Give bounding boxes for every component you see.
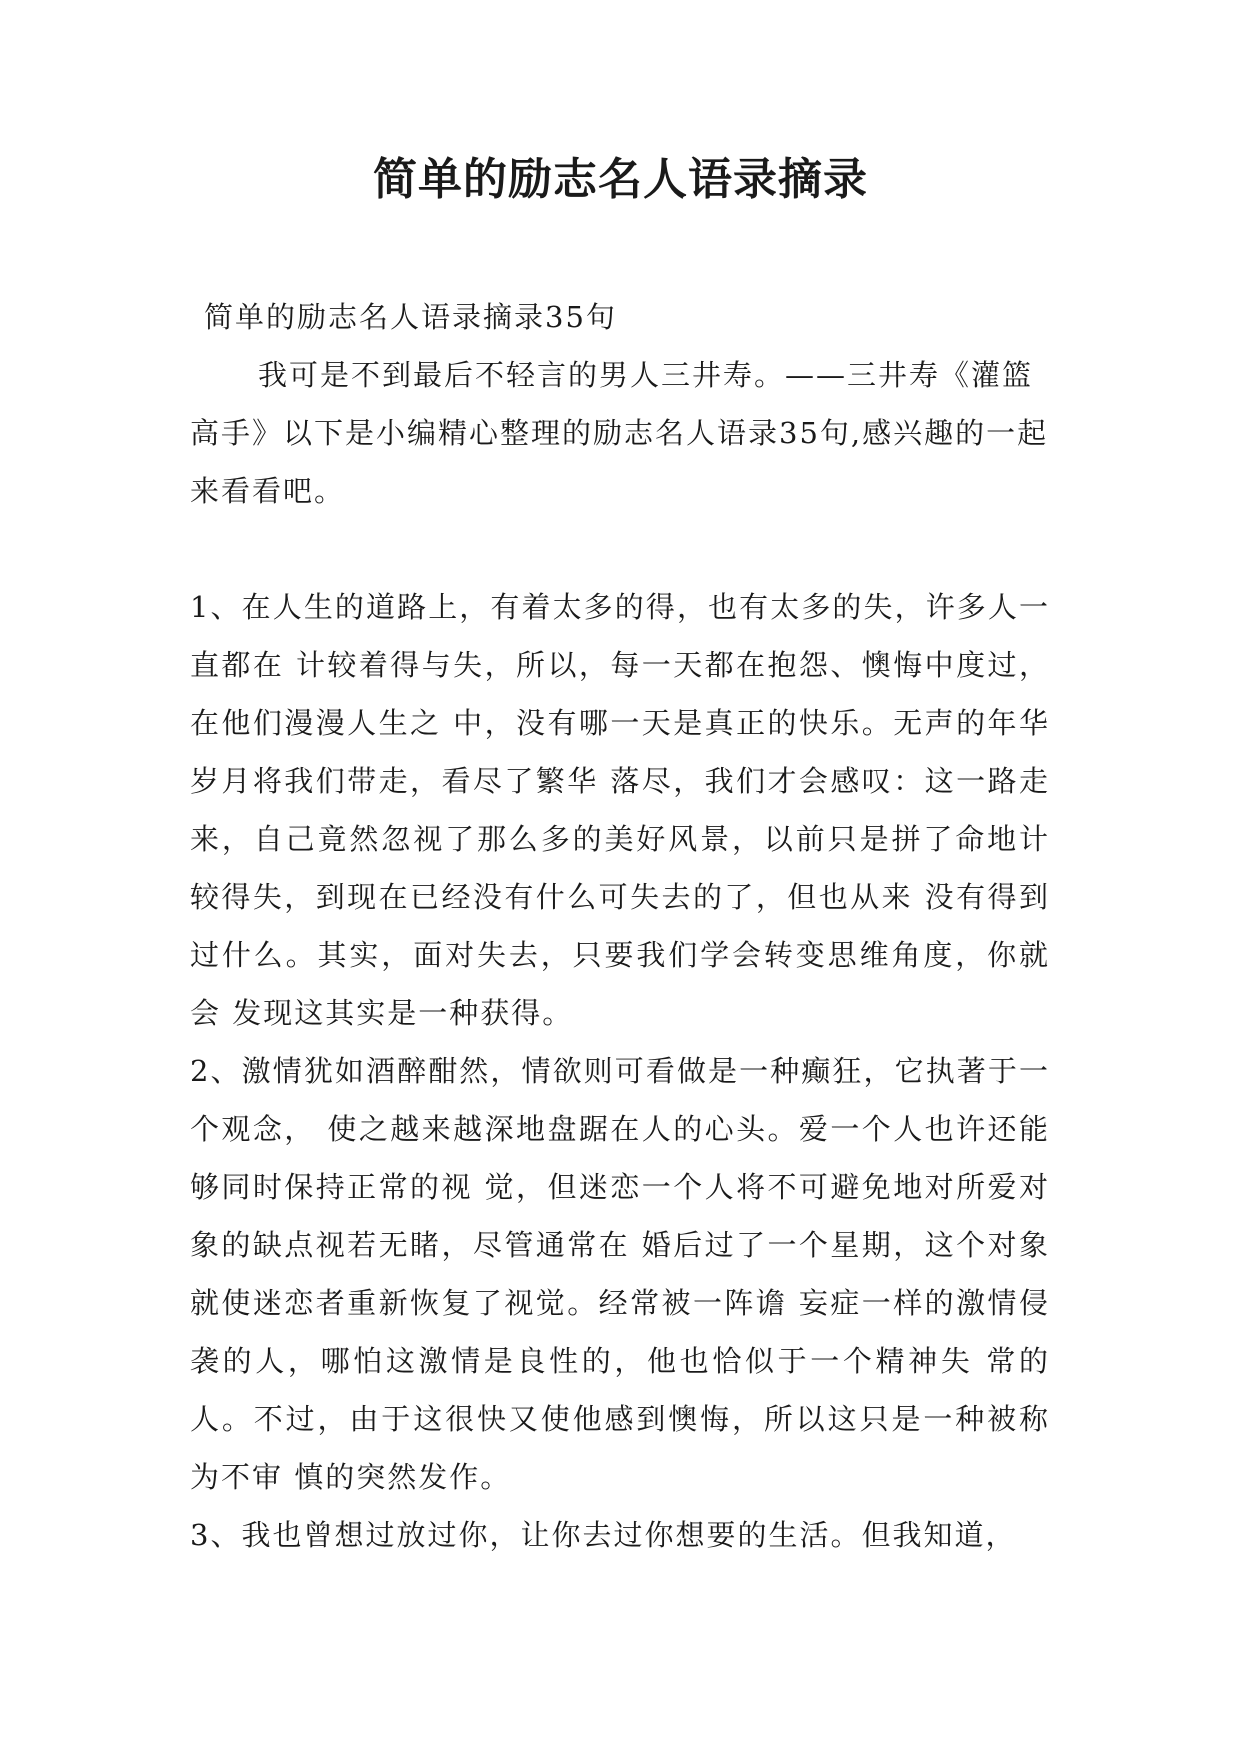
quote-item-1: 1、在人生的道路上，有着太多的得，也有太多的失，许多人一直都在 计较着得与失，所以，每一天都在抱怨、懊悔中度过，在他们漫漫人生之 中，没有哪一天是真正的快乐。无声的年华岁月将我们带走，看尽了繁华 落尽，我们才会感叹：这一路走来，自己竟然忽视了那么多的美好风景，以前只是拼了命地计较得失，到现在已经没有什么可失去的了，但也从来 没有得到过什么。其实，面对失去，只要我们学会转变思维角度，你就会 发现这其实是一种获得。 [190,590,1050,1030]
document-body [190,288,1050,1564]
quote-item-3: 3、我也曾想过放过你，让你去过你想要的生活。但我知道， [190,1518,1017,1552]
document-subtitle: 简单的励志名人语录摘录35句 [204,300,617,334]
document-title: 简单的励志名人语录摘录 [373,154,868,205]
intro-paragraph: 我可是不到最后不轻言的男人三井寿。——三井寿《灌篮高手》以下是小编精心整理的励志名人语录35句,感兴趣的一起来看看吧。 [190,358,1049,508]
quote-item-2: 2、激情犹如酒醉酣然，情欲则可看做是一种癫狂，它执著于一个观念， 使之越来越深地盘踞在人的心头。爱一个人也许还能够同时保持正常的视 觉，但迷恋一个人将不可避免地对所爱对象的缺点视若无睹，尽管通常在 婚后过了一个星期，这个对象就使迷恋者重新恢复了视觉。经常被一阵谵 妄症一样的激情侵袭的人，哪怕这激情是良性的，他也恰似于一个精神失 常的人。不过，由于这很快又使他感到懊悔，所以这只是一种被称为不审 慎的突然发作。 [190,1054,1050,1494]
paragraph-gap [190,520,1050,578]
